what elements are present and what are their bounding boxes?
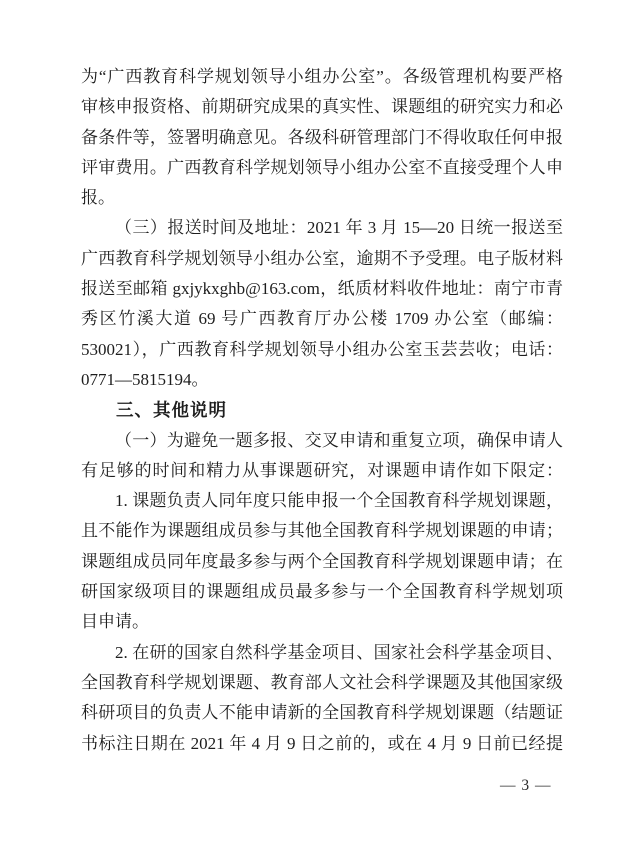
text-line: 评审费用。广西教育科学规划领导小组办公室不直接受理个人申 <box>81 157 563 177</box>
text-line: 审核申报资格、前期研究成果的真实性、课题组的研究实力和必 <box>81 97 563 117</box>
text-line: 报送至邮箱 gxjykxghb@163.com，纸质材料收件地址：南宁市青 <box>81 279 563 299</box>
text-line: 1. 课题负责人同年度只能申报一个全国教育科学规划课题， <box>115 491 563 511</box>
text-line: 有足够的时间和精力从事课题研究，对课题申请作如下限定： <box>81 460 563 480</box>
text-line: 且不能作为课题组成员参与其他全国教育科学规划课题的申请； <box>81 521 563 541</box>
text-line: 0771—5815194。 <box>81 369 209 389</box>
text-line: （一）为避免一题多报、交叉申请和重复立项，确保申请人 <box>115 430 563 450</box>
text-line: 秀区竹溪大道 69 号广西教育厅办公楼 1709 办公室（邮编： <box>81 309 563 329</box>
page-number: — 3 — <box>500 777 552 794</box>
text-line: 研国家级项目的课题组成员最多参与一个全国教育科学规划项 <box>81 582 563 602</box>
document-body <box>81 62 563 759</box>
text-line: 广西教育科学规划领导小组办公室，逾期不予受理。电子版材料 <box>81 248 563 268</box>
text-line: 530021），广西教育科学规划领导小组办公室玉芸芸收；电话： <box>81 339 563 359</box>
text-line: 全国教育科学规划课题、教育部人文社会科学课题及其他国家级 <box>81 672 563 692</box>
text-line: 科研项目的负责人不能申请新的全国教育科学规划课题（结题证 <box>81 703 563 723</box>
text-line: 为“广西教育科学规划领导小组办公室”。各级管理机构要严格 <box>81 67 563 86</box>
text-line: 课题组成员同年度最多参与两个全国教育科学规划课题申请；在 <box>81 551 563 571</box>
text-line: 备条件等，签署明确意见。各级科研管理部门不得收取任何申报 <box>81 127 563 147</box>
text-line: （三）报送时间及地址：2021 年 3 月 15—20 日统一报送至 <box>115 218 563 238</box>
text-line: 报。 <box>81 188 115 208</box>
text-line: 目申请。 <box>81 612 149 632</box>
text-line: 2. 在研的国家自然科学基金项目、国家社会科学基金项目、 <box>115 642 563 662</box>
section-heading: 三、其他说明 <box>116 400 227 421</box>
text-line: 书标注日期在 2021 年 4 月 9 日之前的，或在 4 月 9 日前已经提 <box>81 733 563 753</box>
